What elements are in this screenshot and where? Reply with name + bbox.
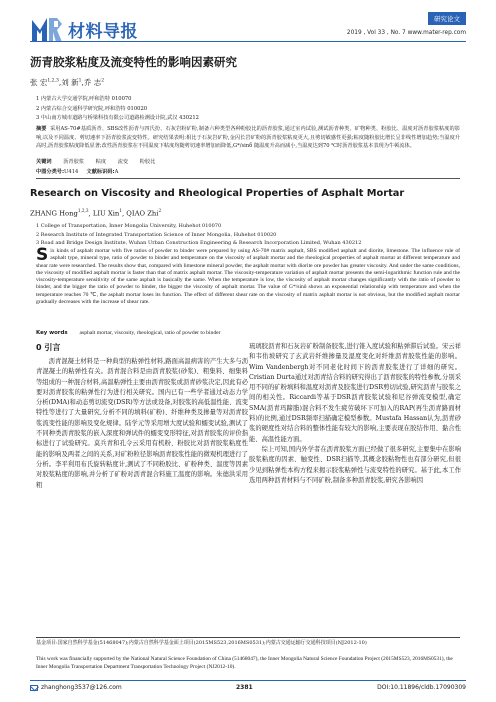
abstract-text: ix kinds of asphalt mortar with five ratios of powder to binder were prepared by using AS-70# matrix asphalt, SBS modified asphalt and diorite, limestone. The influence rule of asphalt type, mineral type, ratio of powder to binder and temperature on the viscosity of asphalt mortar and the rheological properties of asphalt mortar at different temperature and shear rate were researched. The results show that, compared with limestone mineral powder, the asphalt mortar with diorite ore powder has greater viscosity. And under the same conditions, the viscosity of modified asphalt mortar is faster than that of matrix asphalt mortar. The viscosity-temperature variation of asphalt mortar presents the semi-logarithmic function rule and the viscosity-temperature sensitivity of the same asphalt is basically the same. When the temperature is low, the viscosity of asphalt mortar changes significantly with the ratio of powder to binder, and the bigger the ratio of powder to binder, the bigger the viscosity of asphalt mortar. The value of G*/sinδ shows an exponential relationship with temperature and when the temperature reaches 70 ℃, the asphalt mortar loses its function. The effect of different shear rate on the viscosity of matrix asphalt mortar is not obvious, but the modified asphalt mortar gradually decreases with the increase of shear rate.	[36, 248, 460, 306]
envelope-icon	[30, 685, 38, 691]
keyword: 粉胶比	[139, 159, 156, 165]
divider	[36, 178, 460, 179]
page-number: 2381	[236, 684, 253, 691]
affiliation: 2 Research Institute of Integrated Transportation Science of Inner Mongolia, Huhehot 010020	[36, 231, 277, 238]
keywords-en	[36, 330, 220, 336]
keyword: 沥青胶浆	[63, 159, 84, 165]
text-run: 研究了玄武岩纤维掺量及湿度变化对纤维沥青胶浆性能的影响。Wim Vandenbergh	[249, 353, 462, 371]
keywords-text: asphalt mortar, viscosity, rheological, ratio of powder to binder	[79, 330, 221, 336]
footnote-rule	[36, 637, 460, 638]
section-tag: 研究论文	[428, 12, 466, 25]
body-paragraph	[36, 357, 248, 491]
author-sup: 1,2,3	[47, 78, 59, 84]
footnote-funding-cn: 基金项目:国家自然科学基金(51468047);内蒙古自然科学基金面上项目(2015MS523,2016MS0531);内蒙古交通运输厅交通科技项目(NJ2012-10)	[36, 640, 367, 646]
affiliations-cn	[36, 95, 199, 124]
affiliation: 1 College of Transportation, Inner Mongolia University, Huhehot 010070	[36, 223, 222, 229]
author-name: , QIAO Zhi	[121, 209, 159, 218]
author-name: 张 宏	[30, 78, 48, 87]
author-sup: 2	[158, 208, 162, 213]
keyword: 流变	[117, 159, 129, 165]
text-run: 采用粗	[36, 471, 248, 489]
author-sup: 1	[119, 208, 122, 213]
page-header	[0, 0, 496, 52]
text-run: 对不同老化时间下的沥青胶浆进行了详细的研究。Cristian Durta	[249, 363, 462, 381]
text-run: 采用增大度试验和蠕变试验,测试了不同种类沥青胶浆的嵌入深度和弹试件的蠕变变形特征,对沥青胶浆的评价指标进行了试验研究。莫兵青和孔令云	[36, 419, 249, 448]
abstract-text: 采用AS-70#基质沥青、SBS改性沥青与四氏扮、石灰岩粉矿粉,制备六种类型各种粉胶比的沥青胶浆,通过室内试验,测试沥青种类、矿物种类、粉胶比、温度对沥青胶浆粘度的影响,以及不同温度、剪切速率下沥青胶浆流变特性。研究结果表明:相比于石灰岩矿粉,金闪长岩矿粉的沥青胶浆粘度更大,且剪切敏感性更强;粘度随粉胶比增长呈非线性增加趋势;当温度升高时,沥青胶浆粘度降低显著;改性沥青胶浆在不同温度下粘度均随剪切速率增加而降低,G*/sinδ 随温度升高而减小,当温度达到70 ℃时沥青胶浆基本表现为牛顿流体。	[36, 126, 460, 149]
email[interactable]	[30, 684, 122, 691]
email-text[interactable]: zhanghong3537@126.com	[41, 684, 122, 691]
body-column-right	[249, 342, 461, 486]
class-value: U414	[64, 169, 79, 175]
author-sup: 2	[101, 78, 105, 84]
affiliation: 3 中山南方城市道路与桥梁科技有限公司道路检测设计院,武汉 430212	[36, 115, 199, 121]
affiliation: 2 内蒙古综合交通科学研究院,呼和浩特 010020	[36, 105, 148, 112]
paper-title-cn: 沥青胶浆粘度及流变特性的影响因素研究	[30, 55, 237, 69]
author-sup: 1	[78, 78, 82, 84]
author-name: ,乔 志	[81, 78, 102, 87]
issue-line: 2019 , Vol 33 , No. 7 www.mater-rep.com	[346, 30, 466, 36]
affiliation: 1 内蒙古大学交通学院,呼和浩特 010070	[36, 96, 132, 102]
text-run: 。陆学元等	[118, 419, 151, 427]
paper-title-en: Research on Viscosity and Rheological Properties of Asphalt Mortar	[30, 188, 405, 199]
text-run: 琉璃胶沥青和石灰岩矿粉制备胶浆,进行锥入度试验和粘弹滞后试验。宋云祥和韦佑坡	[249, 343, 461, 361]
text-run: 利用布氏旋转粘度计,测试了不同粉胶比、矿粉种类、温度等因素对胶浆粘度的影响,并分析了矿粉对沥青混合料施工温度的影响。朱德洪	[36, 460, 248, 479]
text-run: 基于DSR沥青胶浆试验和尼谷弹流变模型,确定SMA(沥青玛蹄脂)混合料不发生疲劳破坏下可加入的RAP(再生沥青路面材料)的比例,通过DSR频率扫描确定模型参数。Mustafa Hassan	[249, 394, 462, 423]
authors-en	[30, 208, 161, 217]
author-name: ,刘 新	[58, 78, 79, 87]
body-column-left	[36, 342, 248, 491]
keyword: 粘度	[95, 159, 107, 165]
keywords-label: Key words	[36, 330, 68, 336]
dropcap: S	[36, 245, 49, 265]
footnote-funding-en: This work was financially supported by the National Natural Science Foundation of China (51468047), the Inner Mongolia Natural Science Foundation Project (2015MS523, 2016MS0531), the Inner Mongolia Transportation Department Transportation Technology Project (NJ2012-10).	[36, 656, 453, 670]
keywords-label: 关键词	[36, 159, 52, 165]
abstract-label: 摘要	[36, 126, 47, 132]
doc-code-label: 文献标识码:	[86, 169, 115, 175]
section-heading: 0 引言	[36, 343, 61, 352]
text-run: 沥青混凝土材料是一种典型的粘弹性材料,路面高温病害的产生大多与沥青混凝土的粘弹性有关。沥青混合料是由沥青胶浆(砂浆)、粗集料、细集料等组成的一种混合材料,高温粘弹性主要由沥青胶浆或沥青砂浆决定,因此有必要对沥青胶浆的粘弹性行为进行相关研究。国内已有一些学者通过动态力学分析(DMA)和动态剪切流变(DSR)等方法或设备,对胶浆的高低温性能、流变特性等进行了大量研究,分析不同的填料(矿粉)、纤维种类及掺量等对沥青胶浆流变性能的影响及变化规律	[36, 358, 248, 427]
body-paragraph: 综上可知,国内外学者在沥青胶浆方面已经做了很多研究,主要集中在影响胶浆粘度的因素、触变性、DSR扫描等,其概念胶粘物性也有部分研究,但很少见到粘弹性本构方程来揭示胶浆粘弹性与流变特性的研究。基于此,本工作选用两种沥青材料与不同矿粉,制备多种沥青胶浆,研究各影响因	[249, 445, 461, 484]
footer-rule	[30, 680, 466, 681]
doi[interactable]: DOI:10.11896/cldb.17090309	[377, 684, 466, 691]
author-sup: 1,2,3	[77, 208, 89, 213]
affiliations-en	[36, 222, 361, 248]
classification-cn	[36, 168, 118, 175]
text-run: 认为,沥青砂浆的硬度性对结合料的整体性能有较大的影响,主要表现在胶结作用、黏合性能、高温性能方面。	[249, 415, 461, 443]
abstract-cn	[36, 125, 460, 151]
journal-name: 材料导报	[68, 21, 138, 42]
authors-cn	[30, 77, 104, 88]
keywords-cn	[36, 158, 155, 165]
text-run: 采用有机粉、粉胶比对沥青胶浆粘度性能的影响及两者之间的关系,对矿粉粒径影响沥青胶浆性能的微观机理进行了分析。李平	[36, 440, 249, 468]
class-label: 中图分类号:	[36, 169, 65, 175]
author-name: , LIU Xin	[88, 209, 120, 218]
affiliation: 3 Road and Bridge Design Institute, Wuhan Urban Construction Engineering & Research Incorporation Limited, Wuhan 430212	[36, 240, 362, 247]
abstract-en	[36, 245, 460, 306]
doc-code-value: A	[114, 169, 119, 175]
body-paragraph	[249, 342, 461, 445]
text-run: 通过对沥青结合料的研究得出了沥青胶浆的特性参数,分别采用不同的矿粉填料和温度对沥青及胶浆进行DSR剪切试验,研究沥青与胶浆之间的相关性。Riccardi等	[249, 373, 461, 402]
author-name: ZHANG Hong	[30, 209, 78, 218]
page-footer	[30, 684, 466, 694]
header-rule	[30, 41, 466, 42]
